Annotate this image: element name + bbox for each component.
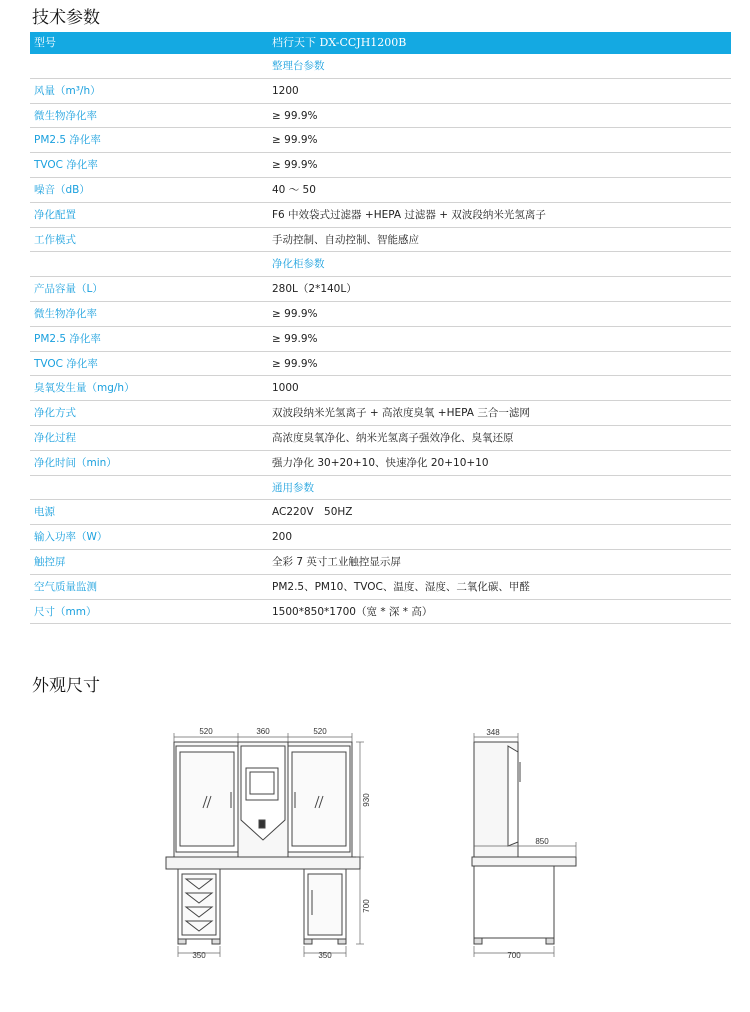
dim-top-depth: 348 bbox=[486, 728, 500, 737]
dim-middle-width: 360 bbox=[256, 727, 270, 736]
side-view bbox=[472, 742, 576, 944]
row-label: 输入功率（W） bbox=[34, 531, 108, 544]
row-label: 空气质量监测 bbox=[34, 580, 97, 593]
dim-left-base: 350 bbox=[192, 951, 206, 960]
spec-section-title: 技术参数 bbox=[32, 8, 100, 28]
row-label: 净化方式 bbox=[34, 407, 76, 420]
row-label: TVOC 净化率 bbox=[34, 357, 98, 370]
group-title: 整理台参数 bbox=[272, 60, 325, 72]
row-value: 高浓度臭氧净化、纳米光氢离子强效净化、臭氧还原 bbox=[272, 431, 514, 444]
dim-upper-height: 930 bbox=[362, 793, 371, 807]
row-value: 强力净化 30+20+10、快速净化 20+10+10 bbox=[272, 456, 489, 469]
group-title: 净化柜参数 bbox=[272, 258, 325, 271]
header-label: 型号 bbox=[34, 36, 56, 49]
row-value: 200 bbox=[272, 531, 293, 544]
row-label: TVOC 净化率 bbox=[34, 159, 98, 172]
row-label: 臭氧发生量（mg/h） bbox=[34, 382, 135, 395]
row-label: 净化过程 bbox=[34, 431, 76, 444]
dim-left-width: 520 bbox=[199, 727, 213, 736]
row-label: 噪音（dB） bbox=[34, 183, 90, 196]
row-label: 微生物净化率 bbox=[34, 307, 97, 320]
row-label: 触控屏 bbox=[34, 555, 66, 568]
row-label: PM2.5 净化率 bbox=[34, 134, 101, 147]
dim-lower-height: 700 bbox=[362, 899, 371, 913]
group-title: 通用参数 bbox=[272, 481, 314, 494]
row-value: 40 ～ 50 bbox=[272, 183, 316, 196]
row-value: 1200 bbox=[272, 84, 299, 97]
row-value: 1500*850*1700（宽 * 深 * 高） bbox=[272, 605, 433, 618]
row-label: 净化配置 bbox=[34, 208, 76, 221]
dim-base-depth: 700 bbox=[507, 951, 521, 960]
row-value: ≥ 99.9% bbox=[272, 357, 318, 370]
row-value: ≥ 99.9% bbox=[272, 159, 318, 172]
row-label: 尺寸（mm） bbox=[34, 605, 97, 618]
row-value: 280L（2*140L） bbox=[272, 283, 357, 296]
front-view bbox=[166, 742, 360, 944]
row-value: ≥ 99.9% bbox=[272, 109, 318, 122]
row-value: 全彩 7 英寸工业触控显示屏 bbox=[272, 555, 401, 568]
row-value: 手动控制、自动控制、智能感应 bbox=[272, 233, 419, 246]
row-value: 双波段纳米光氢离子 + 高浓度臭氧 +HEPA 三合一滤网 bbox=[272, 407, 530, 420]
row-value: F6 中效袋式过滤器 +HEPA 过滤器 + 双波段纳米光氢离子 bbox=[272, 208, 546, 221]
row-label: 风量（m³/h） bbox=[34, 84, 101, 97]
row-value: ≥ 99.9% bbox=[272, 332, 318, 345]
dim-right-base: 350 bbox=[318, 951, 332, 960]
dim-right-width: 520 bbox=[313, 727, 327, 736]
row-value: PM2.5、PM10、TVOC、温度、湿度、二氧化碳、甲醛 bbox=[272, 580, 530, 593]
header-value: 档行天下 DX-CCJH1200B bbox=[272, 36, 407, 49]
row-value: ≥ 99.9% bbox=[272, 307, 318, 320]
row-label: 微生物净化率 bbox=[34, 109, 97, 122]
row-label: 工作模式 bbox=[34, 233, 76, 246]
appearance-section-title: 外观尺寸 bbox=[32, 676, 100, 696]
row-label: 净化时间（min） bbox=[34, 456, 117, 469]
row-value: AC220V 50HZ bbox=[272, 506, 353, 519]
row-value: ≥ 99.9% bbox=[272, 134, 318, 147]
row-label: PM2.5 净化率 bbox=[34, 332, 101, 345]
row-label: 电源 bbox=[34, 506, 55, 519]
dim-desk-depth: 850 bbox=[535, 837, 549, 846]
row-label: 产品容量（L） bbox=[34, 283, 103, 296]
row-value: 1000 bbox=[272, 382, 299, 395]
